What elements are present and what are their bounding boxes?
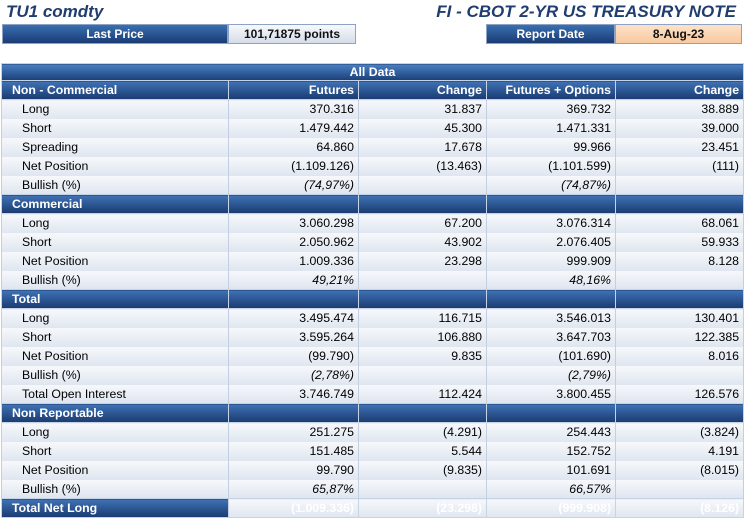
cell-futures-options: 48,16% (487, 271, 616, 290)
cell-change: (9.835) (359, 461, 487, 480)
cell-change: (4.291) (359, 423, 487, 442)
column-header-futures: Futures (229, 81, 359, 100)
cell-change-options: 8.016 (616, 347, 744, 366)
report-date-value: 8-Aug-23 (615, 24, 742, 44)
row-label: Long (2, 214, 229, 233)
cell-futures: 1.479.442 (229, 119, 359, 138)
row-label: Net Position (2, 347, 229, 366)
section-header-row (2, 404, 744, 423)
cell-change: 9.835 (359, 347, 487, 366)
cell-change (359, 366, 487, 385)
cell-futures-options: 254.443 (487, 423, 616, 442)
cot-data-table (1, 63, 744, 518)
column-header-futures-options (487, 404, 616, 423)
column-header-change-options (616, 195, 744, 214)
cell-futures: (2,78%) (229, 366, 359, 385)
cell-change-options (616, 271, 744, 290)
table-row (2, 461, 744, 480)
row-label: Total Open Interest (2, 385, 229, 404)
cell-change-options: 122.385 (616, 328, 744, 347)
cell-change-options: (3.824) (616, 423, 744, 442)
cell-futures: 2.050.962 (229, 233, 359, 252)
last-price-value: 101,71875 points (228, 24, 356, 44)
table-row (2, 176, 744, 195)
cell-change-options: 39.000 (616, 119, 744, 138)
table-row (2, 385, 744, 404)
row-label: Net Position (2, 157, 229, 176)
row-label: Long (2, 423, 229, 442)
column-header-change-options: Change (616, 81, 744, 100)
row-label: Long (2, 100, 229, 119)
cell-change-options (616, 176, 744, 195)
cell-futures: 3.060.298 (229, 214, 359, 233)
cell-change: 67.200 (359, 214, 487, 233)
column-header-futures-options (487, 290, 616, 309)
table-title-row (2, 64, 744, 81)
row-label: Short (2, 119, 229, 138)
section-title: Commercial (2, 195, 229, 214)
cell-futures: 3.746.749 (229, 385, 359, 404)
cell-change-options: 8.128 (616, 252, 744, 271)
column-header-change (359, 404, 487, 423)
row-label: Bullish (%) (2, 480, 229, 499)
row-label: Net Position (2, 461, 229, 480)
table-row (2, 252, 744, 271)
column-header-futures (229, 290, 359, 309)
column-header-change (359, 290, 487, 309)
section-header-row (2, 290, 744, 309)
section-title: Non - Commercial (2, 81, 229, 100)
table-row (2, 423, 744, 442)
cell-change: 31.837 (359, 100, 487, 119)
total-cell-change: (23.298) (359, 499, 487, 518)
cell-futures-options: 99.966 (487, 138, 616, 157)
cell-change-options: 126.576 (616, 385, 744, 404)
table-row (2, 480, 744, 499)
table-row (2, 271, 744, 290)
cell-futures-options: 3.076.314 (487, 214, 616, 233)
cell-change-options: 4.191 (616, 442, 744, 461)
column-header-change-options (616, 290, 744, 309)
section-title: Total (2, 290, 229, 309)
total-net-long-row (2, 499, 744, 518)
cell-change-options: 68.061 (616, 214, 744, 233)
column-header-change-options (616, 404, 744, 423)
cell-futures-options: (2,79%) (487, 366, 616, 385)
report-title: FI - CBOT 2-YR US TREASURY NOTE (436, 2, 736, 21)
cell-change-options: 59.933 (616, 233, 744, 252)
section-title: Non Reportable (2, 404, 229, 423)
cell-futures: 370.316 (229, 100, 359, 119)
table-row (2, 309, 744, 328)
table-row (2, 157, 744, 176)
row-label: Short (2, 442, 229, 461)
cell-change-options (616, 366, 744, 385)
cell-futures-options: 999.909 (487, 252, 616, 271)
column-header-futures (229, 195, 359, 214)
row-label: Short (2, 328, 229, 347)
column-header-change (359, 195, 487, 214)
cell-change-options: 38.889 (616, 100, 744, 119)
column-header-change: Change (359, 81, 487, 100)
cell-futures: 49,21% (229, 271, 359, 290)
section-header-row (2, 81, 744, 100)
cell-futures-options: 369.732 (487, 100, 616, 119)
cell-change: (13.463) (359, 157, 487, 176)
row-label: Spreading (2, 138, 229, 157)
cell-futures-options: 3.546.013 (487, 309, 616, 328)
row-label: Bullish (%) (2, 366, 229, 385)
cell-change (359, 176, 487, 195)
cell-futures: 251.275 (229, 423, 359, 442)
cell-change: 5.544 (359, 442, 487, 461)
cell-change (359, 480, 487, 499)
cell-futures-options: 2.076.405 (487, 233, 616, 252)
cell-futures-options: 101.691 (487, 461, 616, 480)
cell-futures: 99.790 (229, 461, 359, 480)
table-row (2, 442, 744, 461)
cell-futures: 64.860 (229, 138, 359, 157)
row-label: Bullish (%) (2, 176, 229, 195)
cell-futures-options: 1.471.331 (487, 119, 616, 138)
total-cell-change-options: (8.126) (616, 499, 744, 518)
cell-change-options: 23.451 (616, 138, 744, 157)
cell-futures-options: 3.647.703 (487, 328, 616, 347)
cell-futures: 3.595.264 (229, 328, 359, 347)
cell-change-options: (111) (616, 157, 744, 176)
table-row (2, 100, 744, 119)
table-row (2, 347, 744, 366)
total-net-long-label: Total Net Long (2, 499, 229, 518)
cell-futures: 151.485 (229, 442, 359, 461)
cell-futures-options: (101.690) (487, 347, 616, 366)
section-header-row (2, 195, 744, 214)
cell-futures: (1.109.126) (229, 157, 359, 176)
table-row (2, 328, 744, 347)
total-cell-futures: (1.009.336) (229, 499, 359, 518)
column-header-futures (229, 404, 359, 423)
cell-change-options: (8.015) (616, 461, 744, 480)
table-title: All Data (2, 64, 744, 81)
column-header-futures-options (487, 195, 616, 214)
table-row (2, 119, 744, 138)
cell-change: 17.678 (359, 138, 487, 157)
cell-change: 45.300 (359, 119, 487, 138)
cell-change: 23.298 (359, 252, 487, 271)
row-label: Long (2, 309, 229, 328)
cell-futures-options: 152.752 (487, 442, 616, 461)
cell-futures: 1.009.336 (229, 252, 359, 271)
cell-futures-options: (1.101.599) (487, 157, 616, 176)
cell-futures-options: (74,87%) (487, 176, 616, 195)
row-label: Net Position (2, 252, 229, 271)
cell-change-options: 130.401 (616, 309, 744, 328)
report-header (0, 0, 744, 50)
cell-futures: 3.495.474 (229, 309, 359, 328)
cell-futures-options: 3.800.455 (487, 385, 616, 404)
cell-futures-options: 66,57% (487, 480, 616, 499)
cell-change: 43.902 (359, 233, 487, 252)
column-header-futures-options: Futures + Options (487, 81, 616, 100)
cell-change (359, 271, 487, 290)
cell-change-options (616, 480, 744, 499)
table-row (2, 233, 744, 252)
cell-change: 112.424 (359, 385, 487, 404)
ticker-title: TU1 comdty (6, 2, 104, 21)
cell-change: 116.715 (359, 309, 487, 328)
report-date-label: Report Date (486, 24, 615, 44)
table-row (2, 214, 744, 233)
row-label: Bullish (%) (2, 271, 229, 290)
cell-futures: (99.790) (229, 347, 359, 366)
cell-change: 106.880 (359, 328, 487, 347)
cell-futures: 65,87% (229, 480, 359, 499)
total-cell-futures-options: (999.908) (487, 499, 616, 518)
table-row (2, 138, 744, 157)
table-row (2, 366, 744, 385)
last-price-label: Last Price (2, 24, 228, 44)
row-label: Short (2, 233, 229, 252)
cell-futures: (74,97%) (229, 176, 359, 195)
